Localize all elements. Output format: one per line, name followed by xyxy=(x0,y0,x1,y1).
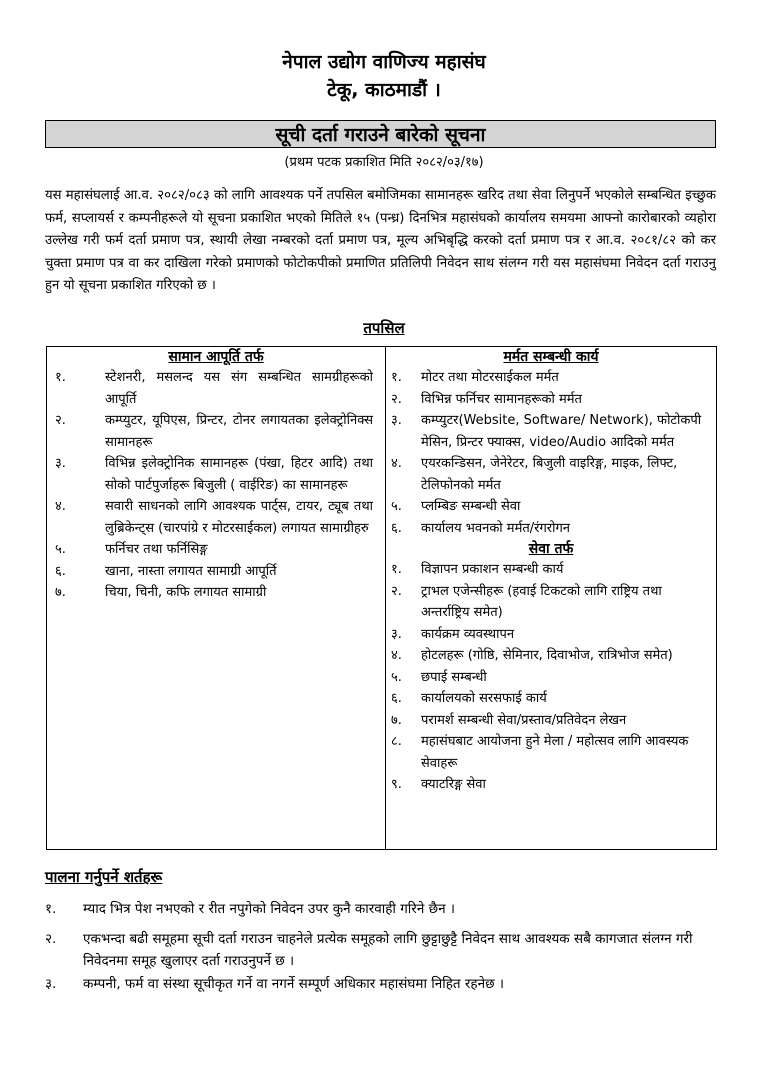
item-text: स्टेशनरी, मसलन्द यस संग सम्बन्धित सामग्रीहरूको आपूर्ति xyxy=(105,370,373,407)
item-number: ३. xyxy=(391,626,402,642)
item-number: ९. xyxy=(391,777,402,792)
item-number: १. xyxy=(55,370,66,385)
list-item xyxy=(47,561,385,583)
item-number: २. xyxy=(391,391,402,407)
services-heading: सेवा तर्फ xyxy=(528,541,574,557)
term-text: कम्पनी, फर्म वा संस्था सूचीकृत गर्ने वा नगर्ने सम्पूर्ण अधिकार महासंघमा निहित रहनेछ । xyxy=(83,976,504,992)
term-item xyxy=(45,898,716,920)
list-item xyxy=(386,496,716,518)
list-item xyxy=(47,410,385,453)
item-number: ८. xyxy=(391,734,402,749)
list-item xyxy=(47,453,385,496)
item-number: २. xyxy=(55,413,66,428)
item-text: विभिन्न फर्निचर सामानहरूको मर्मत xyxy=(421,391,582,407)
item-number: ६. xyxy=(55,563,66,579)
item-text: कम्प्युटर(Website, Software/ Network), फोटोकपी मेसिन, प्रिन्टर फ्याक्स, video/Audio आदिको मर्मत xyxy=(421,413,702,450)
list-item xyxy=(386,367,716,389)
terms-heading: पालना गर्नुपर्ने शर्तहरू xyxy=(45,868,163,886)
term-number: ३. xyxy=(45,976,57,992)
list-item xyxy=(47,367,385,410)
list-item xyxy=(386,410,716,453)
repair-services-column xyxy=(386,347,716,796)
list-item xyxy=(386,453,716,496)
item-text: महासंघबाट आयोजना हुने मेला / महोत्सव लागि आवस्यक सेवाहरू xyxy=(421,734,689,771)
item-number: ४. xyxy=(391,648,402,663)
item-number: १. xyxy=(391,370,402,385)
item-number: ३. xyxy=(391,413,402,428)
item-number: ७. xyxy=(55,585,66,600)
item-text: एयरकन्डिसन, जेनेरेटर, बिजुली वाइरिङ्ग, माइक, लिफ्ट, टेलिफोनको मर्मत xyxy=(421,456,678,493)
item-number: ३. xyxy=(55,456,66,471)
notice-intro: यस महासंघलाई आ.व. २०८२/०८३ को लागि आवश्यक पर्ने तपसिल बमोजिमका सामानहरू खरिद तथा सेवा लिनुपर्ने भएकोले सम्बन्धित इच्छुक फर्म, सप्लायर्स र कम्पनीहरूले यो सूचना प्रकाशित भएको मितिले १५ (पन्ध्र) दिनभित्र महासंघको कार्यालय समयमा आफ्नो कारोबारको व्यहोरा उल्लेख गरी फर्म दर्ता प्रमाण पत्र, स्थायी लेखा नम्बरको दर्ता प्रमाण पत्र, मूल्य अभिबृद्धि करको दर्ता प्रमाण पत्र र आ.व. २०८१/८२ को कर चुक्ता प्रमाण पत्र वा कर दाखिला गरेको प्रमाणको फोटोकपीको प्रमाणित प्रतिलिपी निवेदन साथ संलग्न गरी यस महासंघमा निवेदन दर्ता गराउनु हुन यो सूचना प्रकाशित गरिएको छ । xyxy=(45,188,716,293)
list-item xyxy=(386,667,716,689)
item-number: ६. xyxy=(391,520,402,536)
item-text: मोटर तथा मोटरसाईकल मर्मत xyxy=(421,370,559,385)
item-text: सवारी साधनको लागि आवश्यक पार्ट्स, टायर, ट्यूब तथा लुब्रिकेन्ट्स (चारपांग्रे र मोटरसाईकल) लगायत सामाग्रीहरु xyxy=(105,499,373,536)
item-text: छपाई सम्बन्धी xyxy=(421,669,487,685)
supply-heading: सामान आपूर्ति तर्फ xyxy=(168,349,264,365)
item-text: विभिन्न इलेक्ट्रोनिक सामानहरू (पंखा, हिटर आदि) तथा सोको पार्टपुर्जाहरू बिजुली ( वाईरिङ) का सामानहरू xyxy=(105,456,373,493)
list-item xyxy=(386,559,716,581)
list-item xyxy=(386,624,716,646)
list-item xyxy=(386,688,716,710)
term-item xyxy=(45,928,716,972)
item-text: चिया, चिनी, कफि लगायत सामाग्री xyxy=(105,585,267,600)
list-item xyxy=(47,582,385,604)
item-number: ५. xyxy=(391,499,402,514)
item-number: २. xyxy=(391,583,402,599)
list-item xyxy=(47,496,385,539)
notice-title: सूची दर्ता गराउने बारेको सूचना xyxy=(45,120,716,148)
item-text: खाना, नास्ता लगायत सामाग्री आपूर्ति xyxy=(105,563,277,579)
item-number: १. xyxy=(391,562,402,577)
item-number: ६. xyxy=(391,691,402,706)
publication-date: (प्रथम पटक प्रकाशित मिति २०८२/०३/१७) xyxy=(284,155,484,170)
item-number: ७. xyxy=(391,712,402,728)
item-text: कार्यालयको सरसफाई कार्य xyxy=(421,691,547,706)
item-text: होटलहरू (गोष्ठि, सेमिनार, दिवाभोज, रात्रिभोज समेत) xyxy=(421,648,673,663)
details-label: तपसिल xyxy=(363,319,405,337)
term-item xyxy=(45,973,716,995)
list-item xyxy=(386,389,716,411)
term-number: १. xyxy=(45,901,57,917)
term-text: एकभन्दा बढी समूहमा सूची दर्ता गराउन चाहनेले प्रत्येक समूहको लागि छुट्टाछुट्टै निवेदन साथ आवश्यक सबै कागजात संलग्न गरी निवेदनमा समूह खुलाएर दर्ता गराउनुपर्ने छ । xyxy=(83,931,693,969)
list-item xyxy=(386,581,716,624)
organization-address: टेकू, काठमाडौं । xyxy=(327,79,441,101)
item-text: प्लम्बिङ सम्बन्धी सेवा xyxy=(421,499,521,514)
item-text: कम्प्युटर, यूपिएस, प्रिन्टर, टोनर लगायतका इलेक्ट्रोनिक्स सामानहरू xyxy=(105,413,373,450)
item-text: क्याटरिङ्ग सेवा xyxy=(421,777,486,792)
details-table xyxy=(46,346,717,850)
item-text: ट्राभल एजेन्सीहरू (हवाई टिकटको लागि राष्ट्रिय तथा अन्तर्राष्ट्रिय समेत) xyxy=(421,583,662,620)
item-number: ५. xyxy=(55,542,66,557)
item-number: ४. xyxy=(55,499,66,514)
item-text: कार्यक्रम व्यवस्थापन xyxy=(421,626,515,642)
list-item xyxy=(386,645,716,667)
list-item xyxy=(386,710,716,732)
term-text: म्याद भित्र पेश नभएको र रीत नपुगेको निवेदन उपर कुनै कारवाही गरिने छैन । xyxy=(83,901,455,917)
list-item xyxy=(386,731,716,774)
organization-name: नेपाल उद्योग वाणिज्य महासंघ xyxy=(282,51,486,73)
item-text: कार्यालय भवनको मर्मत/रंगरोगन xyxy=(421,520,571,536)
list-item xyxy=(47,539,385,561)
item-text: परामर्श सम्बन्धी सेवा/प्रस्ताव/प्रतिवेदन लेखन xyxy=(421,712,627,728)
item-number: ५. xyxy=(391,669,402,685)
repair-heading: मर्मत सम्बन्धी कार्य xyxy=(503,349,599,365)
list-item xyxy=(386,518,716,540)
item-number: ४. xyxy=(391,456,402,471)
item-text: फर्निचर तथा फर्निसिङ्ग xyxy=(105,542,208,557)
item-text: विज्ञापन प्रकाशन सम्बन्धी कार्य xyxy=(421,562,564,577)
list-item xyxy=(386,774,716,796)
supply-column xyxy=(47,347,385,604)
term-number: २. xyxy=(45,931,57,947)
